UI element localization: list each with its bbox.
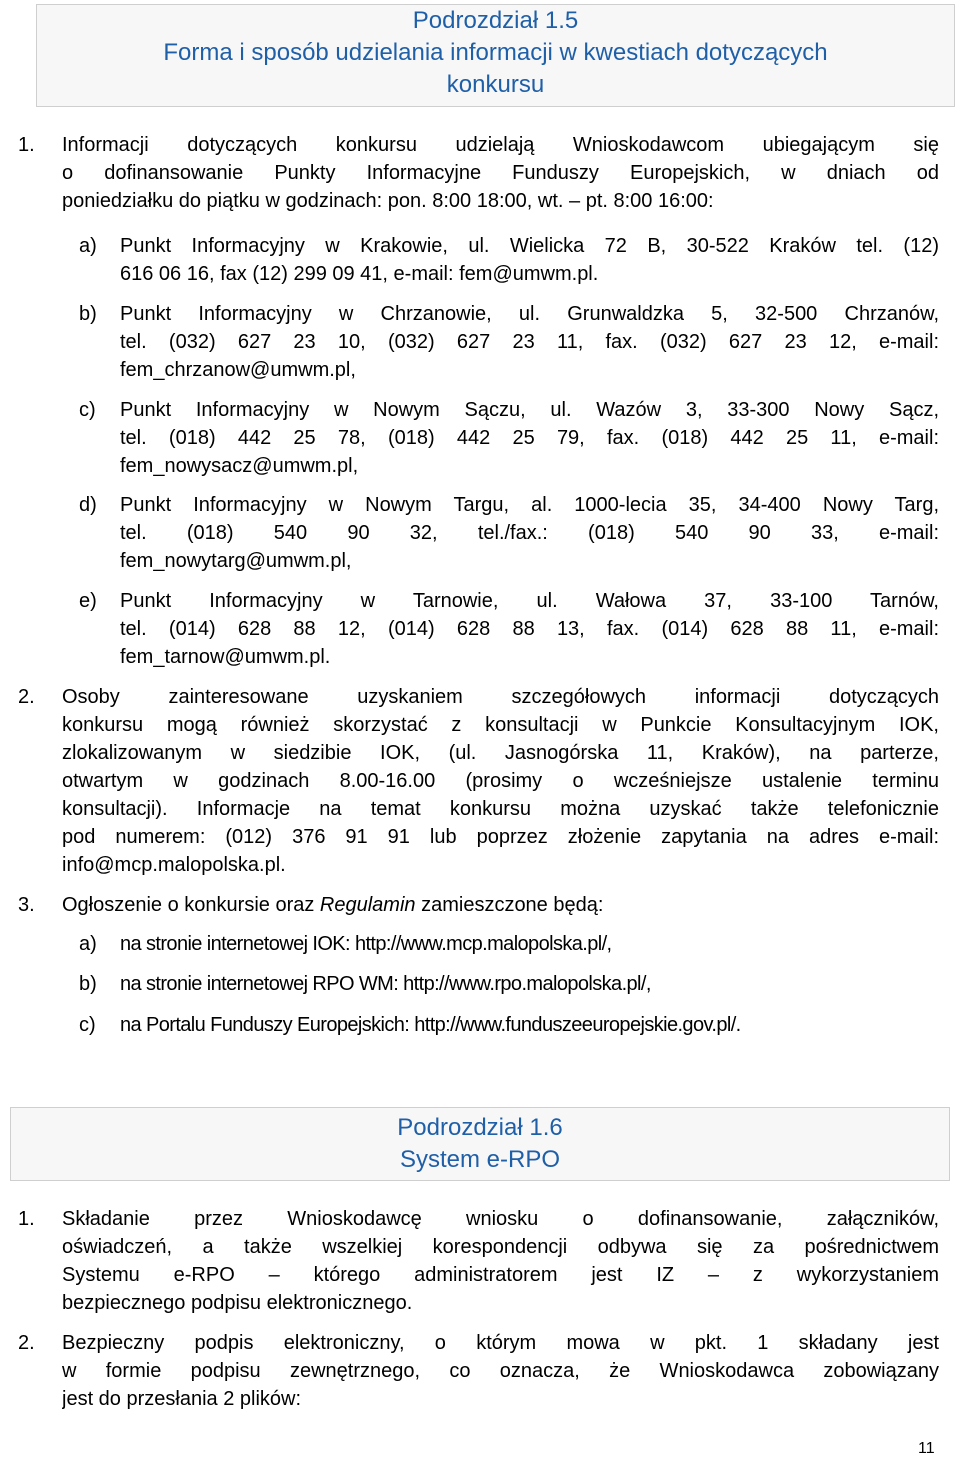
point-letter: b): [79, 973, 97, 995]
section-header-1-5: [36, 4, 955, 107]
s2-item-2-paragraph: [62, 1329, 939, 1413]
point-line: tel. (018) 442 25 78, (018) 442 25 79, fax. (018) 442 25 11, e-mail:: [120, 427, 939, 449]
paragraph-line: pod numerem: (012) 376 91 91 lub poprzez złożenie zapytania na adres e-mail:: [62, 826, 939, 848]
regulamin-italic: Regulamin: [319, 894, 416, 916]
item-3-intro: [62, 891, 939, 919]
point-line: na stronie internetowej IOK: http://www.mcp.malopolska.pl/,: [120, 933, 612, 955]
paragraph-line: oświadczeń, a także wszelkiej korespondencji odbywa się za pośrednictwem: [62, 1236, 939, 1258]
point-letter: e): [79, 590, 97, 612]
section-title-text-cont: konkursu: [446, 71, 545, 98]
item-2-number: 2.: [18, 686, 35, 708]
point-letter: c): [79, 399, 96, 421]
item-1-paragraph: [62, 131, 939, 215]
paragraph-line: bezpiecznego podpisu elektronicznego.: [62, 1292, 413, 1314]
point-line: tel. (018) 540 90 32, tel./fax.: (018) 540 90 33, e-mail:: [120, 522, 939, 544]
paragraph-line: Osoby zainteresowane uzyskaniem szczegółowych informacji dotyczących: [62, 686, 939, 708]
point-line: na stronie internetowej RPO WM: http://www.rpo.malopolska.pl/,: [120, 973, 651, 995]
intro-text: Ogłoszenie o konkursie oraz: [62, 894, 320, 916]
point-line: fem_nowysacz@umwm.pl,: [120, 455, 359, 477]
s2-item-1-paragraph: [62, 1205, 939, 1317]
s2-item-1-number: 1.: [18, 1208, 35, 1230]
paragraph-line: w formie podpisu zewnętrznego, co oznacza, że Wnioskodawca zobowiązany: [62, 1360, 939, 1382]
point-line: tel. (014) 628 88 12, (014) 628 88 13, fax. (014) 628 88 11, e-mail:: [120, 618, 939, 640]
point-c-portal-website: [120, 1011, 939, 1039]
item-3-number: 3.: [18, 894, 35, 916]
point-line: 616 06 16, fax (12) 299 09 41, e-mail: fem@umwm.pl.: [120, 263, 599, 285]
point-c-nowy-sacz: [120, 396, 939, 480]
point-e-tarnow: [120, 587, 939, 671]
point-letter: c): [79, 1014, 96, 1036]
point-b-chrzanow: [120, 300, 939, 384]
point-line: Punkt Informacyjny w Krakowie, ul. Wielicka 72 B, 30-522 Kraków tel. (12): [120, 235, 939, 257]
point-letter: d): [79, 494, 97, 516]
point-letter: a): [79, 933, 97, 955]
paragraph-line: [62, 891, 939, 919]
point-line: Punkt Informacyjny w Tarnowie, ul. Wałowa 37, 33-100 Tarnów,: [120, 590, 939, 612]
paragraph-line: Bezpieczny podpis elektroniczny, o którym mowa w pkt. 1 składany jest: [62, 1332, 939, 1354]
section-title-text: System e-RPO: [399, 1146, 561, 1173]
section-title-number: Podrozdział 1.6: [397, 1114, 563, 1141]
point-line: Punkt Informacyjny w Chrzanowie, ul. Grunwaldzka 5, 32-500 Chrzanów,: [120, 303, 939, 325]
paragraph-line: poniedziałku do piątku w godzinach: pon. 8:00 18:00, wt. – pt. 8:00 16:00:: [62, 190, 714, 212]
paragraph-line: zlokalizowanym w siedzibie IOK, (ul. Jasnogórska 11, Kraków), na parterze,: [62, 742, 939, 764]
paragraph-line: jest do przesłania 2 plików:: [62, 1388, 302, 1410]
paragraph-line: konsultacji). Informacje na temat konkursu można uzyskać także telefonicznie: [62, 798, 939, 820]
point-d-nowy-targ: [120, 491, 939, 575]
point-a-iok-website: [120, 930, 939, 958]
point-line: fem_chrzanow@umwm.pl,: [120, 359, 356, 381]
point-line: Punkt Informacyjny w Nowym Sączu, ul. Wazów 3, 33-300 Nowy Sącz,: [120, 399, 939, 421]
section-header-1-6: [10, 1107, 950, 1181]
paragraph-line: Składanie przez Wnioskodawcę wniosku o dofinansowanie, załączników,: [62, 1208, 939, 1230]
point-a-krakow: [120, 232, 939, 288]
paragraph-line: o dofinansowanie Punkty Informacyjne Funduszy Europejskich, w dniach od: [62, 162, 939, 184]
point-b-rpo-website: [120, 970, 939, 998]
point-line: na Portalu Funduszy Europejskich: http://www.funduszeeuropejskie.gov.pl/.: [120, 1014, 741, 1036]
s2-item-2-number: 2.: [18, 1332, 35, 1354]
intro-text-end: zamieszczone będą:: [415, 894, 604, 916]
point-line: tel. (032) 627 23 10, (032) 627 23 11, fax. (032) 627 23 12, e-mail:: [120, 331, 939, 353]
item-1-number: 1.: [18, 134, 35, 156]
paragraph-line: konkursu mogą również skorzystać z konsultacji w Punkcie Konsultacyjnym IOK,: [62, 714, 939, 736]
point-line: Punkt Informacyjny w Nowym Targu, al. 1000-lecia 35, 34-400 Nowy Targ,: [120, 494, 939, 516]
point-letter: b): [79, 303, 97, 325]
paragraph-line: Informacji dotyczących konkursu udzielają Wnioskodawcom ubiegającym się: [62, 134, 939, 156]
paragraph-line: otwartym w godzinach 8.00-16.00 (prosimy o wcześniejsze ustalenie terminu: [62, 770, 939, 792]
section-title-text: Forma i sposób udzielania informacji w kwestiach dotyczących: [163, 39, 828, 66]
point-line: fem_tarnow@umwm.pl.: [120, 646, 331, 668]
point-line: fem_nowytarg@umwm.pl,: [120, 550, 352, 572]
section-title-number: Podrozdział 1.5: [412, 7, 579, 34]
item-2-paragraph: [62, 683, 939, 879]
paragraph-line: Systemu e-RPO – którego administratorem jest IZ – z wykorzystaniem: [62, 1264, 939, 1286]
paragraph-line: info@mcp.malopolska.pl.: [62, 854, 286, 876]
page-number: 11: [918, 1440, 935, 1457]
point-letter: a): [79, 235, 97, 257]
